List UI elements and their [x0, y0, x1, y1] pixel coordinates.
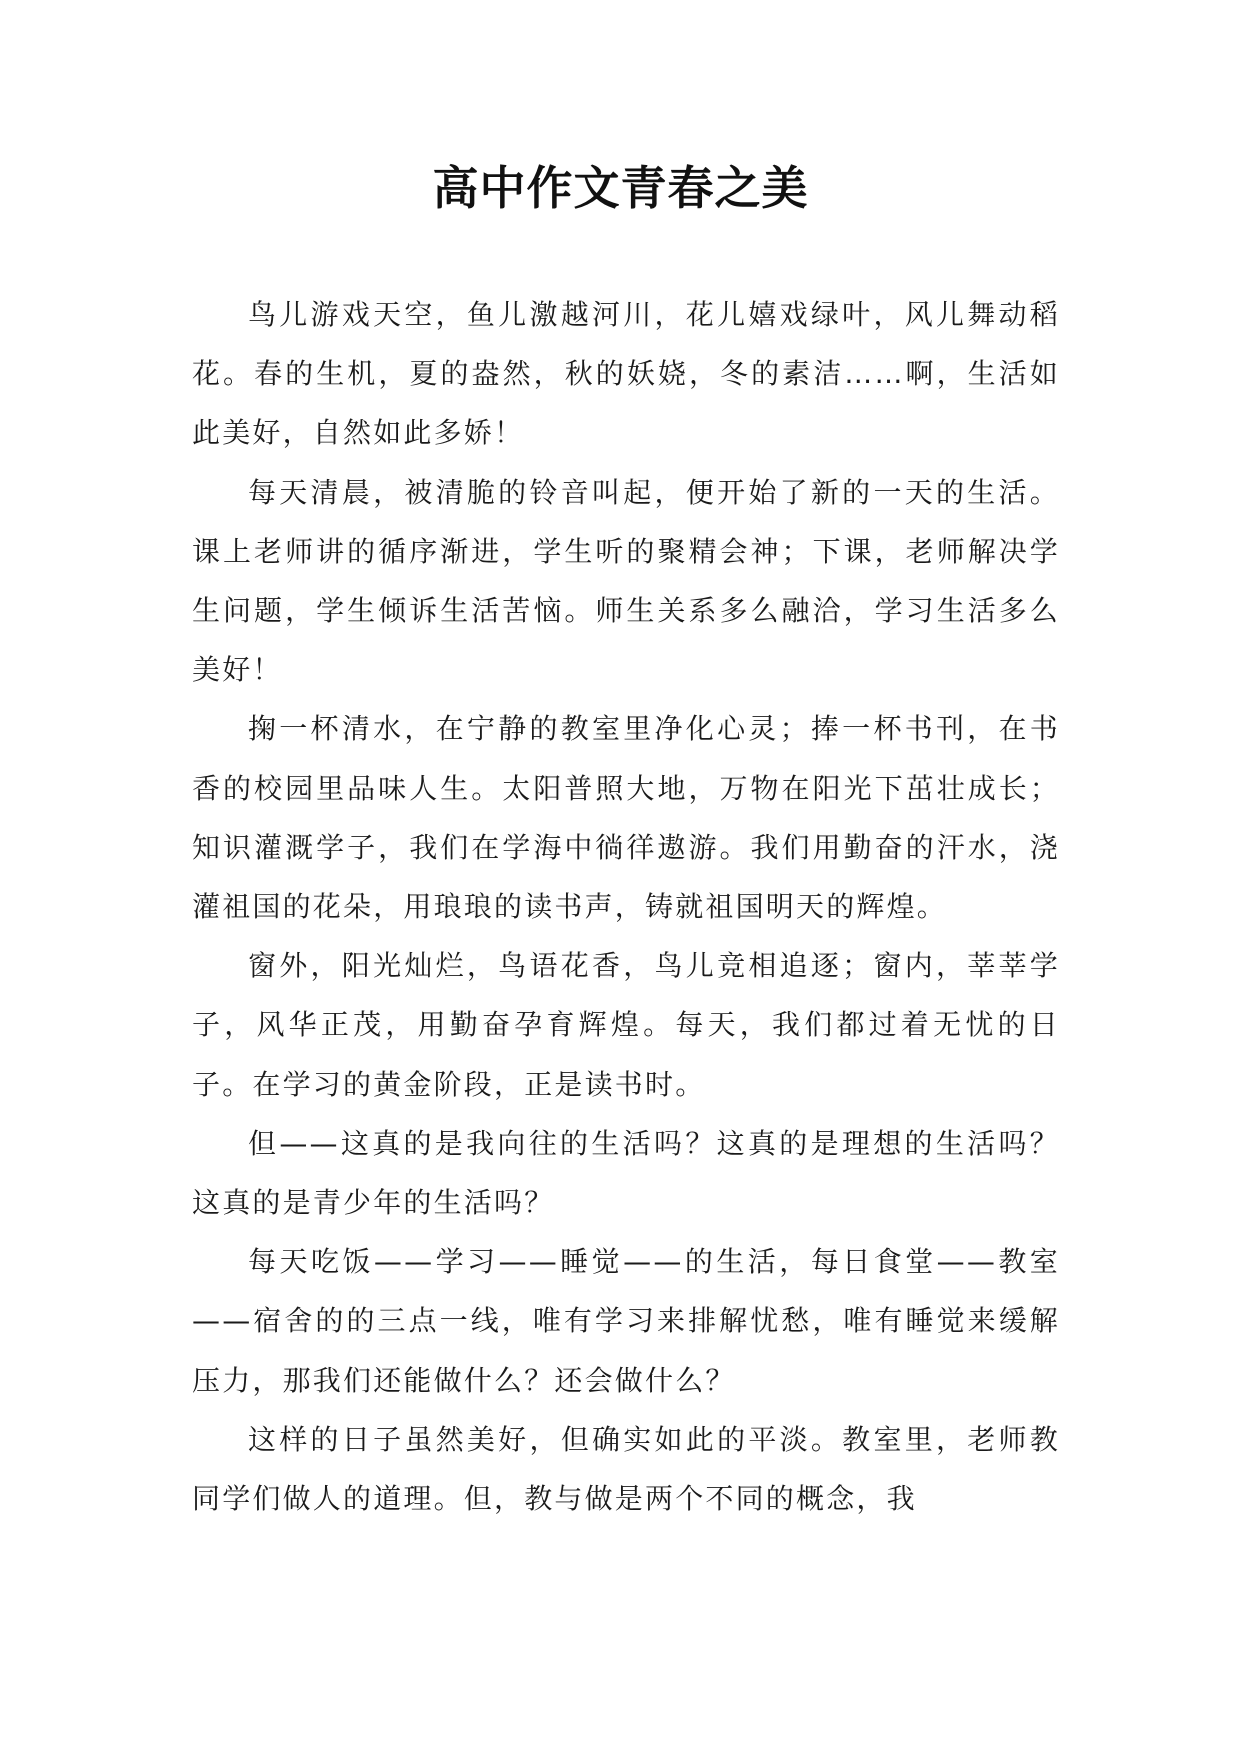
paragraph: 但——这真的是我向往的生活吗？这真的是理想的生活吗？这真的是青少年的生活吗？: [192, 1126, 1060, 1220]
paragraph: 每天吃饭——学习——睡觉——的生活，每日食堂——教室——宿舍的的三点一线，唯有学习来排解忧愁，唯有睡觉来缓解压力，那我们还能做什么？还会做什么？: [192, 1245, 1060, 1397]
document-title: 高中作文青春之美: [432, 161, 809, 215]
document-body: [192, 285, 1060, 1528]
paragraph: 掬一杯清水，在宁静的教室里净化心灵；捧一杯书刊，在书香的校园里品味人生。太阳普照大地，万物在阳光下茁壮成长；知识灌溉学子，我们在学海中徜徉遨游。我们用勤奋的汗水，浇灌祖国的花朵，用琅琅的读书声，铸就祖国明天的辉煌。: [192, 712, 1060, 924]
paragraph: 这样的日子虽然美好，但确实如此的平淡。教室里，老师教同学们做人的道理。但，教与做是两个不同的概念，我: [192, 1422, 1060, 1516]
paragraph: 每天清晨，被清脆的铃音叫起，便开始了新的一天的生活。课上老师讲的循序渐进，学生听的聚精会神；下课，老师解决学生问题，学生倾诉生活苦恼。师生关系多么融洽，学习生活多么美好！: [192, 475, 1060, 687]
paragraph: 窗外，阳光灿烂，鸟语花香，鸟儿竞相追逐；窗内，莘莘学子，风华正茂，用勤奋孕育辉煌。每天，我们都过着无忧的日子。在学习的黄金阶段，正是读书时。: [192, 949, 1060, 1101]
paragraph: 鸟儿游戏天空，鱼儿激越河川，花儿嬉戏绿叶，风儿舞动稻花。春的生机，夏的盎然，秋的妖娆，冬的素洁……啊，生活如此美好，自然如此多娇！: [192, 298, 1060, 450]
